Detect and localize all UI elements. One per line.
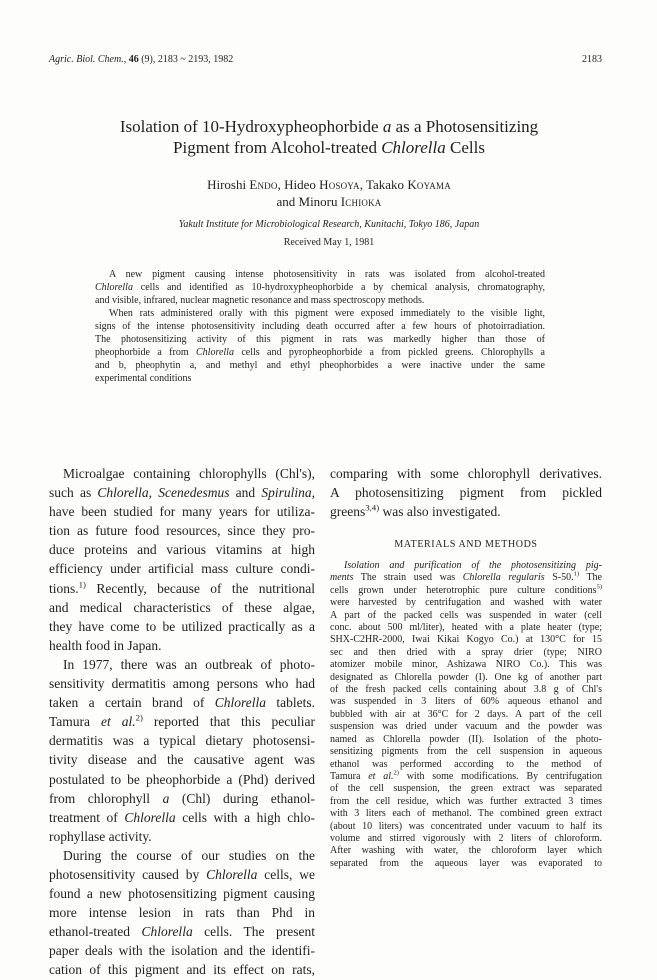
body-text: photosensitivity caused by [49,866,207,882]
author-list [49,176,609,210]
body-text: tions. [49,580,79,596]
body-text: with some modifications. By centrifugation [398,770,602,782]
body-line [49,865,315,884]
right-column-methods [330,560,602,870]
abstract [95,268,545,385]
body-line: tivity disease and the causative agent was [49,752,315,768]
body-line [330,502,602,521]
abstract-italic: Chlorella [95,282,133,293]
methods-line: designated as Chlorella powder (I). One kg of another part [330,671,602,683]
body-line: rophyllase activity. [49,828,152,844]
author-first: Minoru [298,194,341,209]
body-line: In 1977, there was an outbreak of photo- [63,656,315,672]
body-text: cells. The present [192,924,315,940]
title-italic: Chlorella [381,138,446,157]
body-text: reported that this peculiar [142,714,315,730]
body-text: Tamura [330,770,369,782]
body-italic: Chlorella, Scenedesmus [97,485,230,501]
title-text: as a Photosensitizing [391,117,539,136]
body-line [49,808,315,827]
body-line [49,922,315,941]
abstract-line [95,346,545,359]
methods-line: ethanol was performed according to the method of [330,758,602,770]
affiliation: Yakult Institute for Microbiological Research, Kunitachi, Tokyo 186, Japan [178,219,480,230]
body-line: Microalgae containing chlorophylls (Chl's), [63,466,315,481]
methods-line: volume and stirred vigorously with 2 liters of chloroform. [330,832,602,844]
body-line: tion as future food resources, since they pro- [49,523,315,539]
body-text: Recently, because of the nutritional [85,580,315,596]
body-text: and [229,485,262,501]
conjunction: and [276,194,299,209]
subheading-italic: ments [330,572,354,584]
methods-line: conc. about 500 ml/liter), heated with a plate heater (type; [330,622,602,634]
body-text: taken a certain brand of [49,695,215,711]
body-line [49,789,315,808]
body-italic: Chlorella regularis [462,572,545,584]
methods-line: A part of the packed cells was suspended in water (cell [330,609,602,621]
author-last: Endo [249,177,278,192]
methods-line: suspension was dried under vacuum and the powder was [330,721,602,733]
body-italic: et al. [101,714,136,730]
title-text: Pigment from Alcohol-treated [173,138,382,157]
journal-name: Agric. Biol. Chem. [49,54,124,65]
abstract-line: The photosensitizing activity of this pigment in rats was markedly higher than those of [95,334,545,345]
abstract-line: experimental conditions [95,373,192,384]
body-text: ethanol-treated [49,924,142,940]
page-number: 2183 [582,54,602,65]
author-first: Hideo [284,177,320,192]
left-column [49,464,315,980]
author-last: Hosoya [319,177,360,192]
abstract-text: pheophorbide a from [95,347,196,358]
body-line: paper deals with the isolation and the identifi- [49,943,315,959]
body-text: The strain used was [353,572,463,584]
body-line: more intense lesion in rats than Phd in [49,905,315,921]
body-text: tablets. [266,695,315,711]
body-line: During the course of our studies on the [63,847,315,863]
citation-ref: 1) [573,571,580,579]
methods-line [330,771,602,783]
body-line: sensitivity dermatitis among persons who had [49,676,315,692]
body-text: cells, we [257,866,316,882]
separator: , [277,177,285,192]
body-italic: Chlorella [206,866,258,882]
body-line: have been studied for many years for utiliza- [49,504,315,520]
methods-line [330,585,602,597]
citation-ref: 5) [596,583,602,591]
abstract-line: signs of the intense photosensitivity including death occurred after a few hours of photoirradiation. [95,321,545,332]
body-line: and medical characteristics of these algae, [49,599,315,615]
body-italic: Chlorella [214,695,267,711]
body-italic: a [162,790,170,806]
abstract-line: A new pigment causing intense photosensitivity in rats was isolated from alcohol-treated [109,269,545,280]
body-text: cells with a high chlo- [175,809,315,825]
volume: 46 [128,54,139,65]
methods-line: named as Chlorella powder (II). Isolation of the photo- [330,733,602,745]
body-text: (Chl) during ethanol- [169,790,316,806]
body-text: greens [330,504,366,520]
body-line: postulated to be pheophorbide a (Phd) derived [49,771,315,787]
separator: , [359,177,366,192]
body-text: treatment of [49,809,125,825]
body-italic: Chlorella [124,809,176,825]
abstract-line: When rats administered orally with this pigment were exposed immediately to the visible light, [109,308,545,319]
abstract-line: and b, pheophytin a, and methyl and ethyl pheophorbides a were inactive under the same [95,360,545,371]
citation: Agric. Biol. Chem., 46 (9), 2183 ~ 2193, 1982 [49,54,234,65]
methods-line: was suspended in 3 liters of 60% aqueous ethanol and [330,696,602,708]
title-line-2 [49,137,609,158]
body-text: from chlorophyll [49,790,163,806]
methods-line: SHX-C2HR-2000, Iwai Kikai Kogyo Co.) at 130°C for 15 [330,634,602,646]
methods-line: from the cell residue, which was further extracted 3 times [330,795,602,807]
body-italic: Spirulina, [261,485,316,501]
body-line: cation of this pigment and its effect on rats, [49,962,315,978]
section-heading: MATERIALS AND METHODS [394,539,538,550]
body-text: cells grown under heterotrophic pure culture conditions [330,584,597,596]
body-text: The [579,572,602,584]
title-text: Cells [445,138,485,157]
methods-line: were harvested by centrifugation and washed with water [330,597,602,609]
abstract-text: cells and identified as 10-hydroxypheophorbide a by chemical analysis, chromatography, [132,282,545,293]
author-last: Koyama [407,177,451,192]
author-last: Ichioka [340,194,382,209]
methods-line: (about 10 liters) was concentrated under vacuum to half its [330,820,602,832]
author-first: Hiroshi [207,177,250,192]
body-line: dermatitis was a typical dietary photosensi- [49,733,315,749]
authors-line-2 [49,193,609,210]
body-line [49,483,315,502]
methods-line [330,560,602,572]
citation-ref: 2) [135,712,143,723]
body-text: S-50. [544,572,574,584]
methods-line: sensitizing pigments from the cell suspension in aqueous [330,746,602,758]
body-line [49,693,315,712]
right-column-intro [330,464,602,521]
title-line-1 [49,116,609,137]
methods-line: of the cell suspension, the green extract was separated [330,783,602,795]
body-italic: Chlorella [141,924,193,940]
body-line: A photosensitizing pigment from pickled [330,485,602,501]
citation-ref: 2) [393,769,399,777]
citation-ref: 3,4) [365,502,380,513]
authors-line-1 [49,176,609,193]
methods-line: sec and then dried with a spray drier (type; NIRO [330,646,602,658]
body-line: found a new photosensitizing pigment causing [49,886,315,902]
title-text: Isolation of 10-Hydroxypheophorbide [119,117,383,136]
methods-line: of the fresh packed cells containing about 3.8 g of Chl's [330,684,602,696]
body-line: efficiency under artificial mass culture condi- [49,561,315,577]
body-line: they have come to be utilized practically as a [49,618,315,634]
abstract-line [95,281,545,294]
body-line: health food in Japan. [49,637,162,653]
citation-ref: 1) [78,579,86,590]
body-line: duce proteins and various vitamins at high [49,542,315,558]
methods-line: with 3 liters each of methanol. The combined green extract [330,808,602,820]
author-first: Takako [365,177,408,192]
body-line [49,579,315,598]
methods-line: After washing with water, the chloroform layer which [330,845,602,857]
subheading-italic: Isolation and purification of the photosensitizing pig- [344,560,602,571]
article-title [49,116,609,158]
body-italic: et al. [368,770,394,782]
abstract-text: cells and pyropheophorbide a from pickled greens. Chlorophylls a [233,347,545,358]
methods-line: separated from the aqueous layer was evaporated to [330,857,602,869]
body-line: comparing with some chlorophyll derivatives. [330,466,602,481]
abstract-italic: Chlorella [196,347,234,358]
body-text: was also investigated. [379,504,501,520]
body-line [49,712,315,731]
methods-line: atomizer mobile minor, Ashizawa NIRO Co.). This was [330,659,602,671]
abstract-line: and visible, infrared, nuclear magnetic resonance and mass spectroscopy methods. [95,295,425,306]
title-italic: a [382,117,392,136]
methods-line: bubbled with air at 36°C for 2 days. A part of the cell [330,708,602,720]
received-date: Received May 1, 1981 [283,237,375,248]
methods-line [330,572,602,584]
body-text: such as [49,485,98,501]
issue-pages: (9), 2183 ~ 2193, 1982 [141,54,234,65]
body-text: Tamura [49,714,102,730]
